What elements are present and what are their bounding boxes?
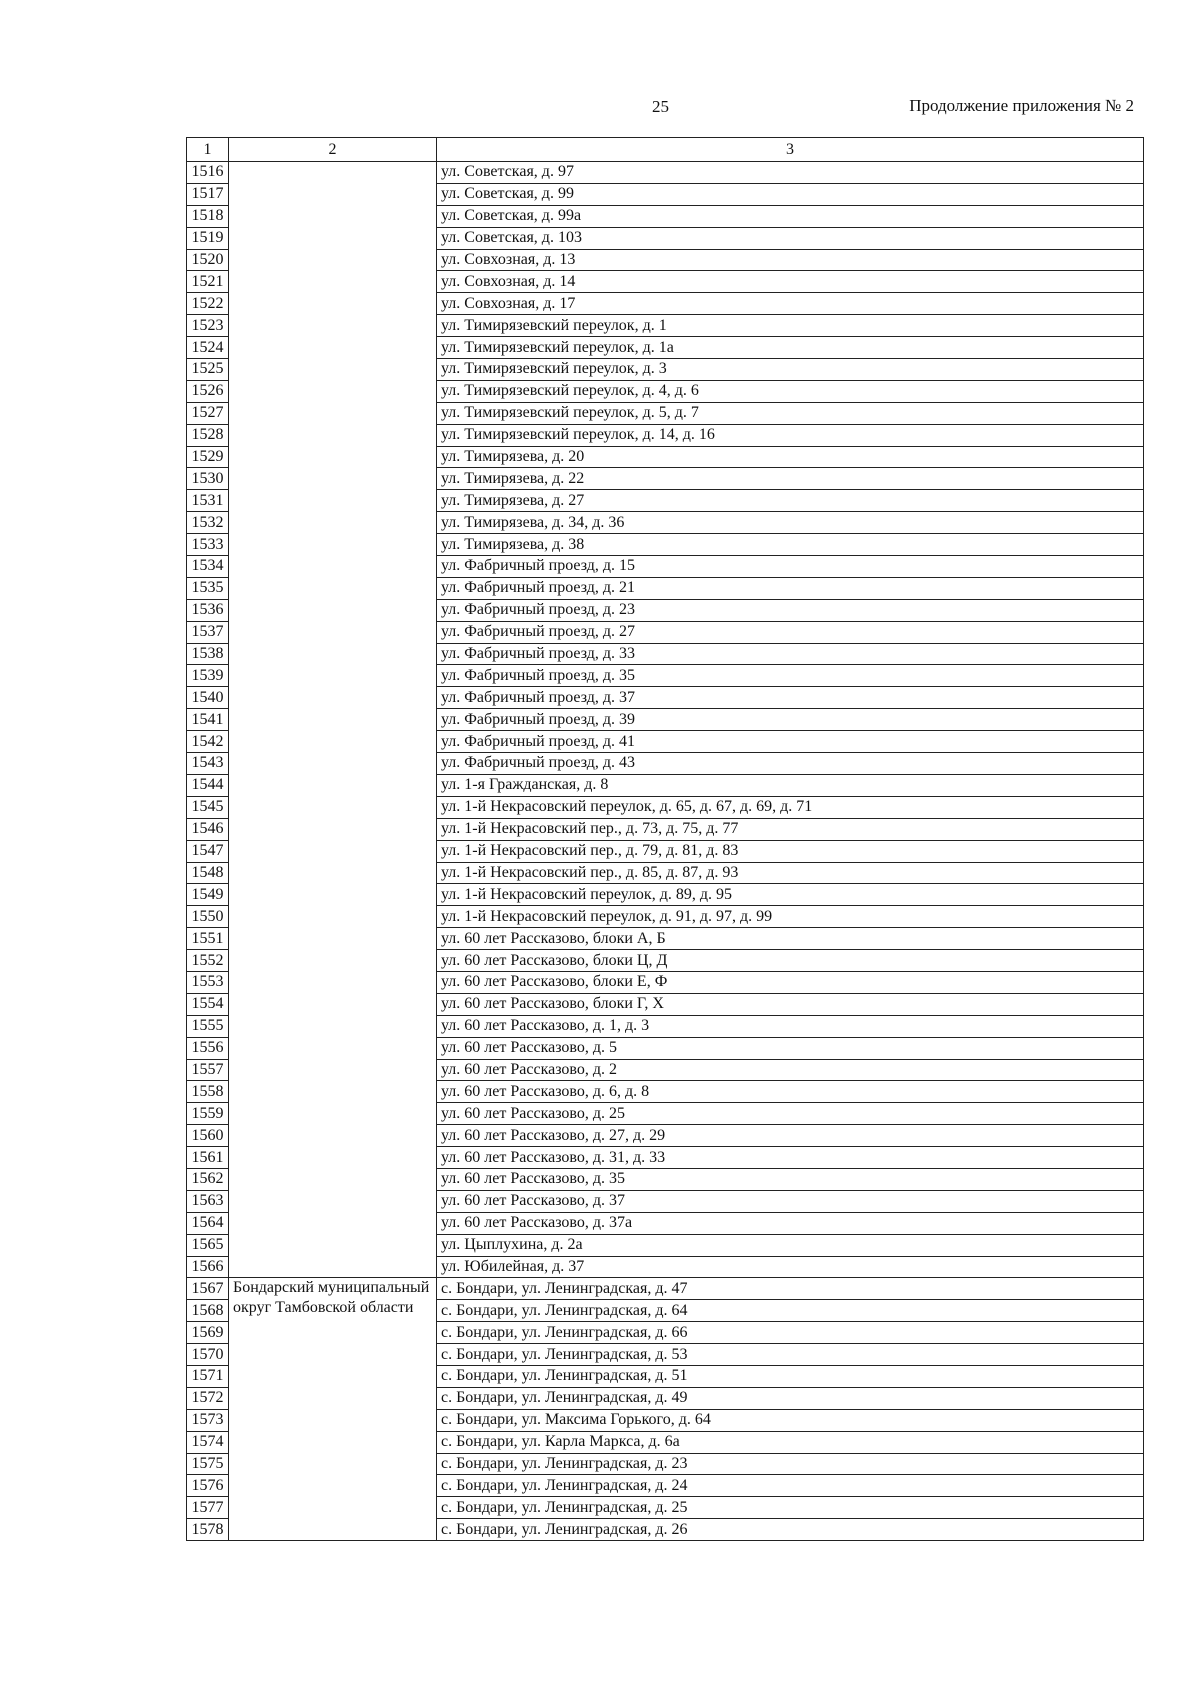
- row-number: 1563: [187, 1190, 229, 1212]
- row-number: 1519: [187, 227, 229, 249]
- row-number: 1520: [187, 249, 229, 271]
- row-number: 1537: [187, 621, 229, 643]
- address-cell: с. Бондари, ул. Ленинградская, д. 51: [437, 1365, 1144, 1387]
- address-cell: ул. Тимирязевский переулок, д. 14, д. 16: [437, 424, 1144, 446]
- row-number: 1554: [187, 993, 229, 1015]
- row-number: 1564: [187, 1212, 229, 1234]
- row-number: 1575: [187, 1453, 229, 1475]
- row-number: 1549: [187, 884, 229, 906]
- row-number: 1552: [187, 950, 229, 972]
- address-cell: ул. Совхозная, д. 14: [437, 271, 1144, 293]
- row-number: 1541: [187, 709, 229, 731]
- row-number: 1558: [187, 1081, 229, 1103]
- address-cell: ул. 60 лет Рассказово, д. 37: [437, 1190, 1144, 1212]
- row-number: 1555: [187, 1015, 229, 1037]
- row-number: 1553: [187, 971, 229, 993]
- address-cell: с. Бондари, ул. Ленинградская, д. 64: [437, 1300, 1144, 1322]
- row-number: 1550: [187, 906, 229, 928]
- address-cell: с. Бондари, ул. Ленинградская, д. 66: [437, 1322, 1144, 1344]
- address-cell: ул. 1-й Некрасовский переулок, д. 65, д. 67, д. 69, д. 71: [437, 796, 1144, 818]
- address-cell: ул. Тимирязева, д. 27: [437, 490, 1144, 512]
- address-cell: ул. Фабричный проезд, д. 23: [437, 599, 1144, 621]
- address-cell: с. Бондари, ул. Ленинградская, д. 23: [437, 1453, 1144, 1475]
- row-number: 1533: [187, 534, 229, 556]
- row-number: 1544: [187, 774, 229, 796]
- row-number: 1524: [187, 337, 229, 359]
- address-cell: ул. 1-я Гражданская, д. 8: [437, 774, 1144, 796]
- address-cell: ул. Тимирязевский переулок, д. 4, д. 6: [437, 380, 1144, 402]
- row-number: 1521: [187, 271, 229, 293]
- row-number: 1568: [187, 1300, 229, 1322]
- address-cell: с. Бондари, ул. Ленинградская, д. 53: [437, 1344, 1144, 1366]
- address-cell: с. Бондари, ул. Карла Маркса, д. 6а: [437, 1431, 1144, 1453]
- address-cell: с. Бондари, ул. Ленинградская, д. 25: [437, 1497, 1144, 1519]
- address-cell: ул. Тимирязевский переулок, д. 1а: [437, 337, 1144, 359]
- address-cell: ул. Тимирязева, д. 34, д. 36: [437, 512, 1144, 534]
- row-number: 1525: [187, 359, 229, 381]
- address-cell: ул. 60 лет Рассказово, д. 37а: [437, 1212, 1144, 1234]
- address-cell: ул. 60 лет Рассказово, д. 2: [437, 1059, 1144, 1081]
- address-cell: ул. Тимирязева, д. 38: [437, 534, 1144, 556]
- address-table: [186, 137, 1144, 1541]
- address-cell: с. Бондари, ул. Ленинградская, д. 49: [437, 1387, 1144, 1409]
- address-cell: ул. Фабричный проезд, д. 15: [437, 556, 1144, 578]
- row-number: 1516: [187, 162, 229, 184]
- address-cell: ул. Тимирязевский переулок, д. 3: [437, 359, 1144, 381]
- address-cell: ул. Совхозная, д. 17: [437, 293, 1144, 315]
- address-cell: с. Бондари, ул. Ленинградская, д. 24: [437, 1475, 1144, 1497]
- row-number: 1560: [187, 1125, 229, 1147]
- address-cell: ул. Советская, д. 97: [437, 162, 1144, 184]
- row-number: 1529: [187, 446, 229, 468]
- address-cell: ул. Советская, д. 103: [437, 227, 1144, 249]
- row-number: 1517: [187, 183, 229, 205]
- address-cell: ул. Фабричный проезд, д. 37: [437, 687, 1144, 709]
- row-number: 1547: [187, 840, 229, 862]
- row-number: 1527: [187, 402, 229, 424]
- row-number: 1551: [187, 928, 229, 950]
- address-cell: ул. Советская, д. 99а: [437, 205, 1144, 227]
- address-cell: с. Бондари, ул. Ленинградская, д. 26: [437, 1519, 1144, 1541]
- row-number: 1569: [187, 1322, 229, 1344]
- row-number: 1523: [187, 315, 229, 337]
- address-cell: ул. 1-й Некрасовский пер., д. 73, д. 75, д. 77: [437, 818, 1144, 840]
- row-number: 1546: [187, 818, 229, 840]
- row-number: 1534: [187, 556, 229, 578]
- row-number: 1548: [187, 862, 229, 884]
- address-cell: ул. 1-й Некрасовский пер., д. 85, д. 87, д. 93: [437, 862, 1144, 884]
- row-number: 1561: [187, 1147, 229, 1169]
- row-number: 1557: [187, 1059, 229, 1081]
- address-cell: ул. 60 лет Рассказово, блоки Ц, Д: [437, 950, 1144, 972]
- row-number: 1573: [187, 1409, 229, 1431]
- address-cell: ул. Фабричный проезд, д. 39: [437, 709, 1144, 731]
- table-row: [187, 1278, 1144, 1300]
- address-cell: ул. Совхозная, д. 13: [437, 249, 1144, 271]
- table-header-row: [187, 138, 1144, 162]
- address-cell: ул. 60 лет Рассказово, блоки А, Б: [437, 928, 1144, 950]
- address-cell: ул. 60 лет Рассказово, д. 5: [437, 1037, 1144, 1059]
- address-cell: ул. 60 лет Рассказово, д. 27, д. 29: [437, 1125, 1144, 1147]
- row-number: 1532: [187, 512, 229, 534]
- address-cell: ул. Тимирязева, д. 22: [437, 468, 1144, 490]
- row-number: 1577: [187, 1497, 229, 1519]
- address-cell: ул. Фабричный проезд, д. 33: [437, 643, 1144, 665]
- table-row: [187, 162, 1144, 184]
- row-number: 1522: [187, 293, 229, 315]
- row-number: 1531: [187, 490, 229, 512]
- row-number: 1559: [187, 1103, 229, 1125]
- address-cell: ул. Юбилейная, д. 37: [437, 1256, 1144, 1278]
- row-number: 1570: [187, 1344, 229, 1366]
- column-header-2: 2: [229, 138, 437, 162]
- address-cell: ул. 60 лет Рассказово, д. 1, д. 3: [437, 1015, 1144, 1037]
- column-header-1: 1: [187, 138, 229, 162]
- address-cell: ул. 60 лет Рассказово, блоки Е, Ф: [437, 971, 1144, 993]
- row-number: 1526: [187, 380, 229, 402]
- address-cell: ул. 60 лет Рассказово, блоки Г, Х: [437, 993, 1144, 1015]
- address-cell: с. Бондари, ул. Максима Горького, д. 64: [437, 1409, 1144, 1431]
- row-number: 1536: [187, 599, 229, 621]
- row-number: 1567: [187, 1278, 229, 1300]
- address-cell: ул. 1-й Некрасовский переулок, д. 91, д. 97, д. 99: [437, 906, 1144, 928]
- address-cell: ул. Тимирязевский переулок, д. 5, д. 7: [437, 402, 1144, 424]
- row-number: 1530: [187, 468, 229, 490]
- row-number: 1535: [187, 577, 229, 599]
- column-header-3: 3: [437, 138, 1144, 162]
- row-number: 1540: [187, 687, 229, 709]
- table-body: [187, 162, 1144, 1541]
- address-cell: ул. Цыплухина, д. 2а: [437, 1234, 1144, 1256]
- page-caption: Продолжение приложения № 2: [909, 96, 1134, 115]
- address-cell: с. Бондари, ул. Ленинградская, д. 47: [437, 1278, 1144, 1300]
- row-number: 1538: [187, 643, 229, 665]
- address-cell: ул. Фабричный проезд, д. 21: [437, 577, 1144, 599]
- address-cell: ул. Тимирязевский переулок, д. 1: [437, 315, 1144, 337]
- address-cell: ул. Фабричный проезд, д. 27: [437, 621, 1144, 643]
- address-cell: ул. 60 лет Рассказово, д. 6, д. 8: [437, 1081, 1144, 1103]
- row-number: 1572: [187, 1387, 229, 1409]
- address-cell: ул. 60 лет Рассказово, д. 25: [437, 1103, 1144, 1125]
- address-cell: ул. Фабричный проезд, д. 41: [437, 731, 1144, 753]
- row-number: 1542: [187, 731, 229, 753]
- row-number: 1518: [187, 205, 229, 227]
- row-number: 1545: [187, 796, 229, 818]
- row-number: 1574: [187, 1431, 229, 1453]
- row-number: 1539: [187, 665, 229, 687]
- row-number: 1566: [187, 1256, 229, 1278]
- row-number: 1576: [187, 1475, 229, 1497]
- row-number: 1528: [187, 424, 229, 446]
- row-number: 1562: [187, 1168, 229, 1190]
- address-cell: ул. 1-й Некрасовский переулок, д. 89, д. 95: [437, 884, 1144, 906]
- address-cell: ул. Тимирязева, д. 20: [437, 446, 1144, 468]
- address-cell: ул. Советская, д. 99: [437, 183, 1144, 205]
- page-number: 25: [652, 97, 669, 116]
- address-cell: ул. 1-й Некрасовский пер., д. 79, д. 81, д. 83: [437, 840, 1144, 862]
- row-number: 1543: [187, 753, 229, 775]
- address-cell: ул. 60 лет Рассказово, д. 31, д. 33: [437, 1147, 1144, 1169]
- row-number: 1565: [187, 1234, 229, 1256]
- row-number: 1571: [187, 1365, 229, 1387]
- row-number: 1556: [187, 1037, 229, 1059]
- row-number: 1578: [187, 1519, 229, 1541]
- address-cell: ул. Фабричный проезд, д. 35: [437, 665, 1144, 687]
- address-cell: ул. 60 лет Рассказово, д. 35: [437, 1168, 1144, 1190]
- district-cell: Бондарский муниципальный округ Тамбовской области: [229, 1278, 437, 1541]
- district-cell: [229, 162, 437, 1278]
- address-cell: ул. Фабричный проезд, д. 43: [437, 753, 1144, 775]
